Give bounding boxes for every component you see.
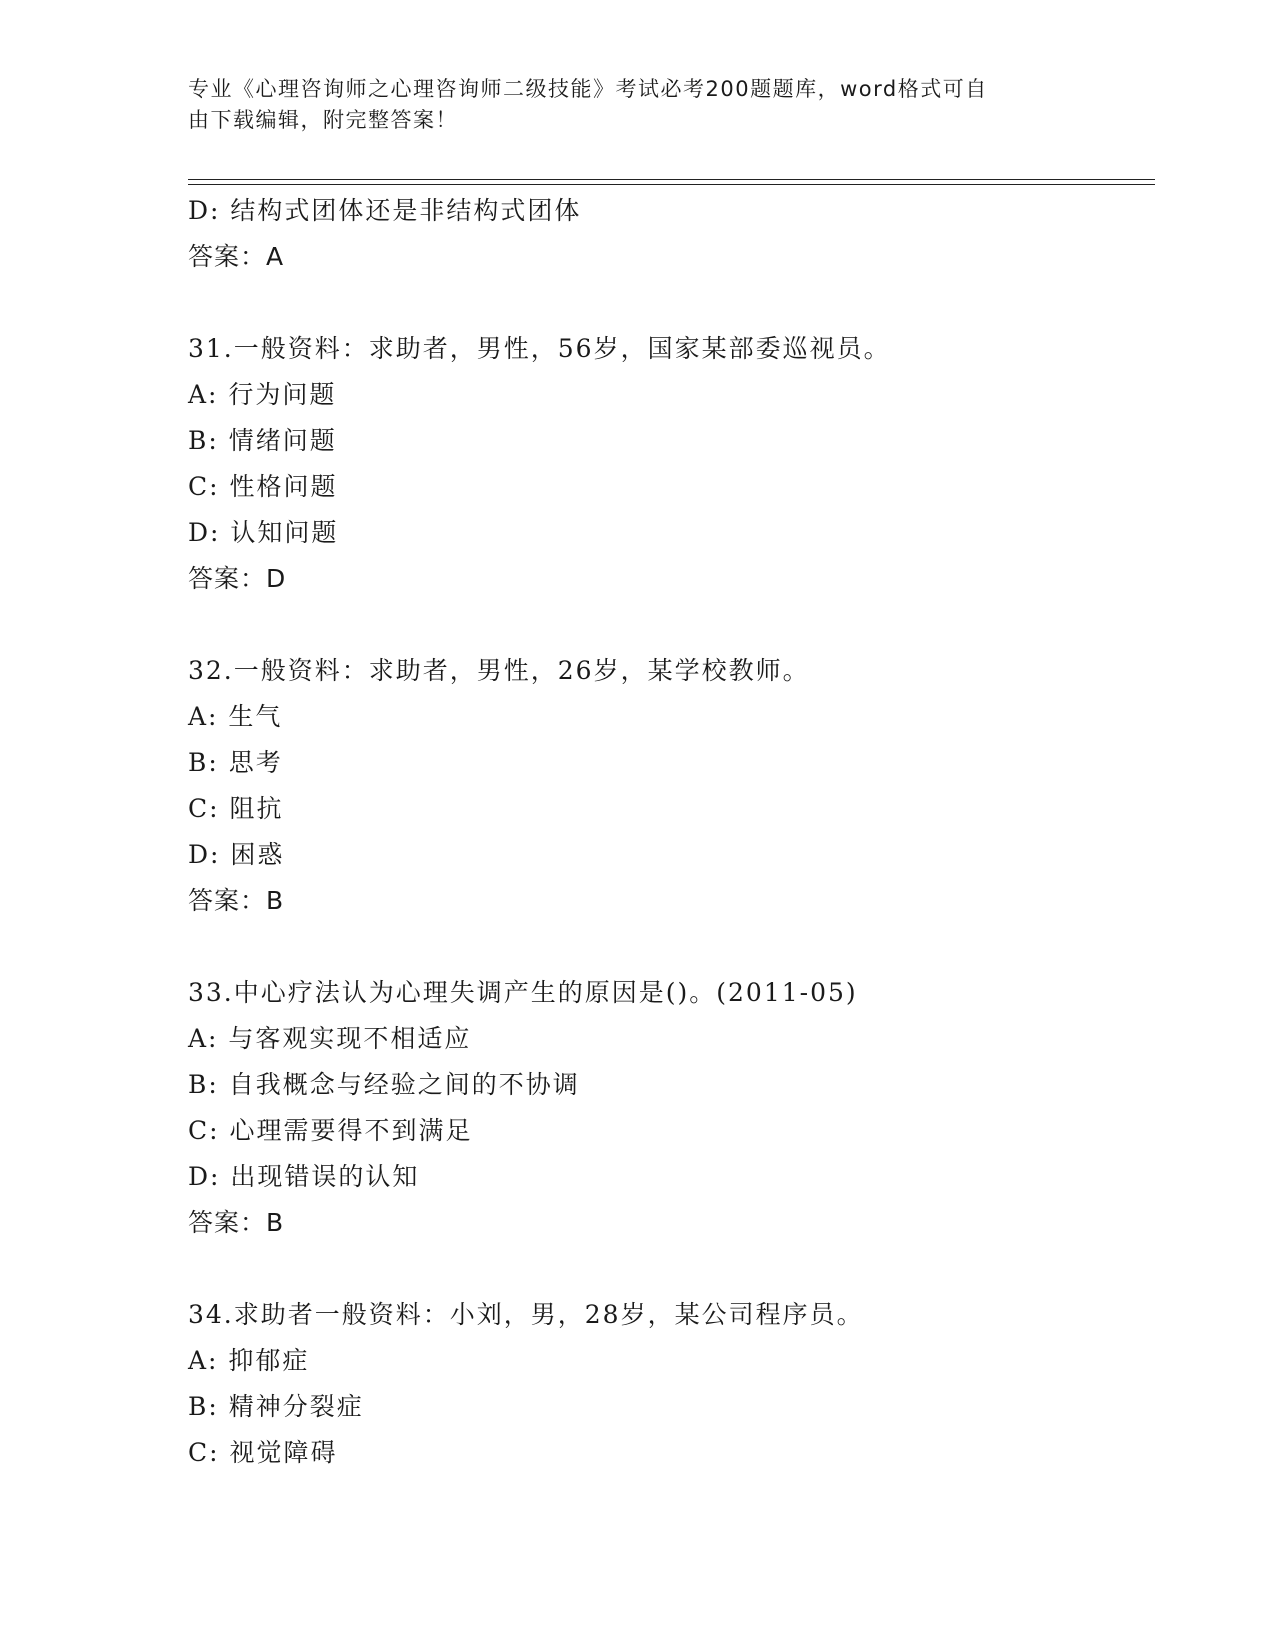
option-line: D: 结构式团体还是非结构式团体 [188, 196, 582, 225]
document-header [188, 74, 1068, 136]
option-line: B: 自我概念与经验之间的不协调 [188, 1070, 580, 1099]
option-line: B: 精神分裂症 [188, 1392, 364, 1421]
option-line: A: 抑郁症 [188, 1346, 310, 1375]
option-line: B: 思考 [188, 748, 283, 777]
question-line: 34.求助者一般资料：小刘，男，28岁，某公司程序员。 [188, 1300, 864, 1329]
option-line: D: 出现错误的认知 [188, 1162, 420, 1191]
header-divider-bottom [188, 184, 1155, 185]
option-line: A: 生气 [188, 702, 283, 731]
option-line: B: 情绪问题 [188, 426, 337, 455]
header-line-2: 由下载编辑，附完整答案！ [188, 108, 458, 132]
question-line: 33.中心疗法认为心理失调产生的原因是()。(2011-05) [188, 978, 858, 1007]
answer-line: 答案：D [188, 564, 287, 593]
spacer [188, 280, 1155, 326]
spacer [188, 924, 1155, 970]
header-divider-top [188, 179, 1155, 180]
option-line: A: 行为问题 [188, 380, 337, 409]
option-line: C: 性格问题 [188, 472, 338, 501]
spacer [188, 602, 1155, 648]
question-line: 32.一般资料：求助者，男性，26岁，某学校教师。 [188, 656, 810, 685]
option-line: C: 阻抗 [188, 794, 284, 823]
answer-line: 答案：A [188, 242, 285, 271]
option-line: A: 与客观实现不相适应 [188, 1024, 472, 1053]
option-line: C: 心理需要得不到满足 [188, 1116, 473, 1145]
option-line: D: 认知问题 [188, 518, 339, 547]
spacer [188, 1246, 1155, 1292]
answer-line: 答案：B [188, 1208, 285, 1237]
header-line-1: 专业《心理咨询师之心理咨询师二级技能》考试必考200题题库，word格式可自 [188, 77, 988, 101]
answer-line: 答案：B [188, 886, 285, 915]
option-line: C: 视觉障碍 [188, 1438, 338, 1467]
question-line: 31.一般资料：求助者，男性，56岁，国家某部委巡视员。 [188, 334, 891, 363]
option-line: D: 困惑 [188, 840, 285, 869]
question-list [188, 188, 1155, 1476]
